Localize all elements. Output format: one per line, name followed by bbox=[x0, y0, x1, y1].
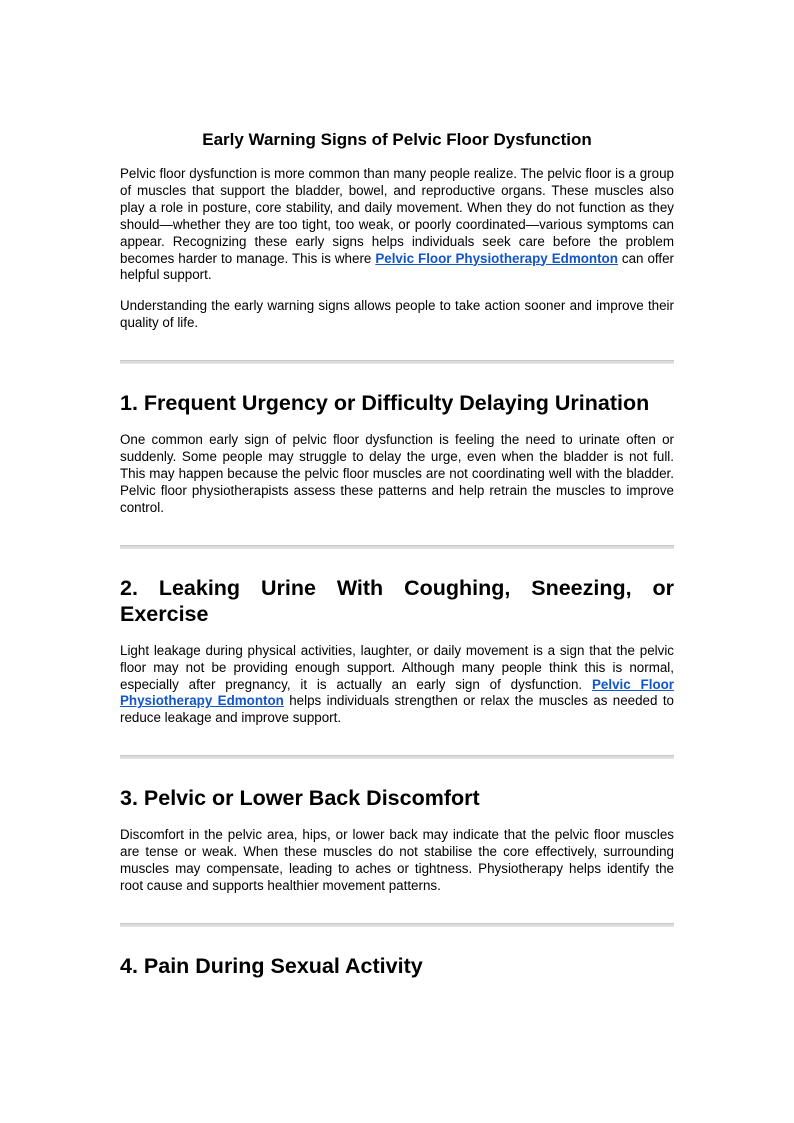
section-2-body bbox=[120, 643, 674, 728]
section-2-text: Light leakage during physical activities, laughter, or daily movement is a sign that the pelvic floor may not be providing enough support. Although many people think this is normal, especially after pregnancy, it is actually an early sign of dysfunction. bbox=[120, 642, 674, 692]
intro-text-after-link: can offer helpful support. bbox=[120, 250, 674, 283]
intro-paragraph-1 bbox=[120, 166, 674, 284]
section-3-body: Discomfort in the pelvic area, hips, or lower back may indicate that the pelvic floor muscles are tense or weak. When these muscles do not stabilise the core effectively, surrounding muscles may compensate, leading to aches or tightness. Physiotherapy helps identify the root cause and supports healthier movement patterns. bbox=[120, 827, 674, 893]
section-divider bbox=[120, 755, 674, 759]
pelvic-floor-physiotherapy-link[interactable]: Pelvic Floor Physiotherapy Edmonton bbox=[120, 676, 675, 709]
section-divider bbox=[120, 545, 674, 549]
section-1-heading: 1. Frequent Urgency or Difficulty Delaying Urination bbox=[120, 391, 650, 416]
intro-text: Pelvic floor dysfunction is more common than many people realize. The pelvic floor is a group of muscles that support the bladder, bowel, and reproductive organs. These muscles also play a role in posture, core stability, and daily movement. When they do not function as they should—whether they are too tight, too weak, or poorly coordinated—various symptoms can appear. Recognizing these early signs helps individuals seek care before the problem becomes harder to manage. This is where bbox=[120, 166, 674, 266]
section-1-body: One common early sign of pelvic floor dysfunction is feeling the need to urinate often or suddenly. Some people may struggle to delay the urge, even when the bladder is not full. This may happen because the pelvic floor muscles are not coordinating well with the bladder. Pelvic floor physiotherapists assess these patterns and help retrain the muscles to improve control. bbox=[120, 432, 674, 515]
section-2-text-after-link: helps individuals strengthen or relax the muscles as needed to reduce leakage and improve support. bbox=[120, 693, 674, 726]
section-divider bbox=[120, 923, 674, 927]
pelvic-floor-physiotherapy-link[interactable]: Pelvic Floor Physiotherapy Edmonton bbox=[375, 250, 618, 266]
section-divider bbox=[120, 360, 674, 364]
document-title: Early Warning Signs of Pelvic Floor Dysfunction bbox=[202, 130, 592, 149]
section-3-heading: 3. Pelvic or Lower Back Discomfort bbox=[120, 786, 480, 811]
section-4-heading: 4. Pain During Sexual Activity bbox=[120, 953, 423, 978]
document-page bbox=[120, 129, 674, 995]
intro-paragraph-2: Understanding the early warning signs allows people to take action sooner and improve their quality of life. bbox=[120, 298, 674, 331]
section-2-heading: 2. Leaking Urine With Coughing, Sneezing, or Exercise bbox=[120, 575, 674, 626]
